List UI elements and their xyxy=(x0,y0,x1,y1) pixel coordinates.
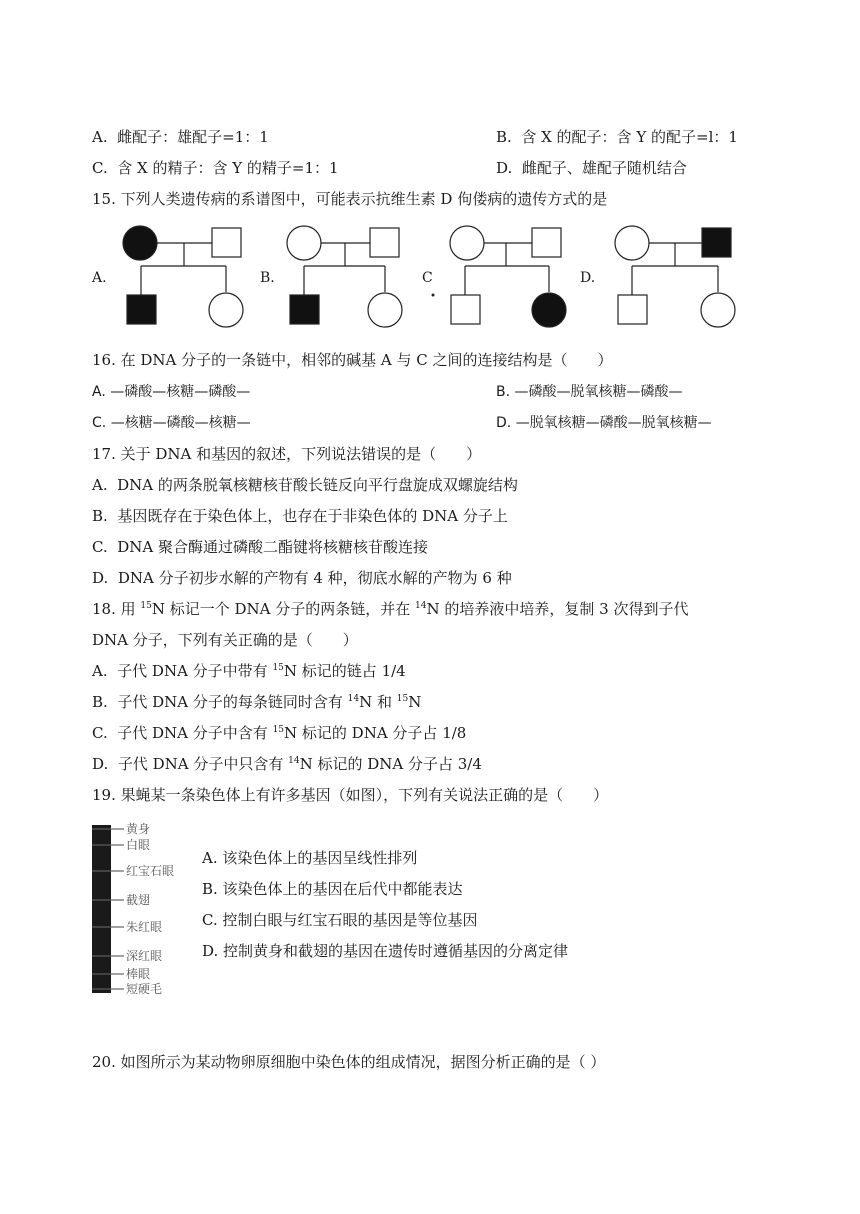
q16-stem: 16. 在 DNA 分子的一条链中，相邻的碱基 A 与 C 之间的连接结构是（ ） xyxy=(92,351,613,369)
pedigree-d xyxy=(615,226,735,327)
q16-option-c: C. —核糖—磷酸—核糖— xyxy=(92,415,251,431)
q14-option-a: A. 雌配子：雄配子=1：1 xyxy=(92,128,269,146)
q18-option-b: B. 子代 DNA 分子的每条链同时含有 $^{14}$N 和 $^{15}$N xyxy=(92,693,422,711)
gene-label: 白眼 xyxy=(126,838,151,852)
q19-option-d: D. 控制黄身和截翅的基因在遗传时遵循基因的分离定律 xyxy=(202,942,569,960)
pedigree-b-label: B. xyxy=(260,270,275,286)
q19-stem: 19. 果蝇某一条染色体上有许多基因（如图），下列有关说法正确的是（ ） xyxy=(92,786,609,804)
pedigree-a xyxy=(123,226,243,327)
chromosome-figure xyxy=(90,823,130,998)
q18-stem-line1: 18. 用 $^{15}$N 标记一个 DNA 分子的两条链，并在 $^{14}$N 的培养液中培养，复制 3 次得到子代 xyxy=(92,600,689,618)
q15-stem: 15. 下列人类遗传病的系谱图中，可能表示抗维生素 D 佝偻病的遗传方式的是 xyxy=(92,190,608,208)
q20-stem: 20. 如图所示为某动物卵原细胞中染色体的组成情况，据图分析正确的是（ ） xyxy=(92,1053,606,1071)
q17-option-d: D. DNA 分子初步水解的产物有 4 种，彻底水解的产物为 6 种 xyxy=(92,569,512,587)
q18-stem-line2: DNA 分子，下列有关正确的是（ ） xyxy=(92,631,358,649)
pedigree-b xyxy=(287,226,402,327)
q18-option-d: D. 子代 DNA 分子中只含有 $^{14}$N 标记的 DNA 分子占 3/4 xyxy=(92,755,482,773)
pedigree-d-label: D. xyxy=(580,270,596,286)
pedigree-figures xyxy=(0,220,860,340)
q19-option-c: C. 控制白眼与红宝石眼的基因是等位基因 xyxy=(202,911,478,929)
q16-option-a: A. —磷酸—核糖—磷酸— xyxy=(92,384,251,400)
pedigree-c-label: C xyxy=(422,270,433,286)
q17-option-b: B. 基因既存在于染色体上，也存在于非染色体的 DNA 分子上 xyxy=(92,507,508,525)
gene-label: 红宝石眼 xyxy=(126,864,175,878)
q17-stem: 17. 关于 DNA 和基因的叙述，下列说法错误的是（ ） xyxy=(92,445,482,463)
q17-option-a: A. DNA 的两条脱氧核糖核苷酸长链反向平行盘旋成双螺旋结构 xyxy=(92,476,518,494)
q14-option-b: B. 含 X 的配子：含 Y 的配子=l：1 xyxy=(496,128,738,146)
gene-label: 截翅 xyxy=(126,893,151,907)
q18-option-c: C. 子代 DNA 分子中含有 $^{15}$N 标记的 DNA 分子占 1/8 xyxy=(92,724,467,742)
q19-option-b: B. 该染色体上的基因在后代中都能表达 xyxy=(202,880,463,898)
gene-label: 棒眼 xyxy=(126,967,151,981)
pedigree-a-label: A. xyxy=(92,270,107,286)
gene-label: 短硬毛 xyxy=(126,982,163,996)
q19-option-a: A. 该染色体上的基因呈线性排列 xyxy=(202,849,418,867)
pedigree-c xyxy=(450,226,566,327)
gene-label: 深红眼 xyxy=(126,949,163,963)
q14-option-c: C. 含 X 的精子：含 Y 的精子=1：1 xyxy=(92,159,339,177)
q16-option-b: B. —磷酸—脱氧核糖—磷酸— xyxy=(496,384,683,400)
q18-option-a: A. 子代 DNA 分子中带有 $^{15}$N 标记的链占 1/4 xyxy=(92,662,406,680)
q17-option-c: C. DNA 聚合酶通过磷酸二酯键将核糖核苷酸连接 xyxy=(92,538,429,556)
q14-option-d: D. 雌配子、雄配子随机结合 xyxy=(496,159,687,177)
q16-option-d: D. —脱氧核糖—磷酸—脱氧核糖— xyxy=(496,415,712,431)
gene-label: 朱红眼 xyxy=(126,920,163,934)
gene-label: 黄身 xyxy=(126,822,151,836)
